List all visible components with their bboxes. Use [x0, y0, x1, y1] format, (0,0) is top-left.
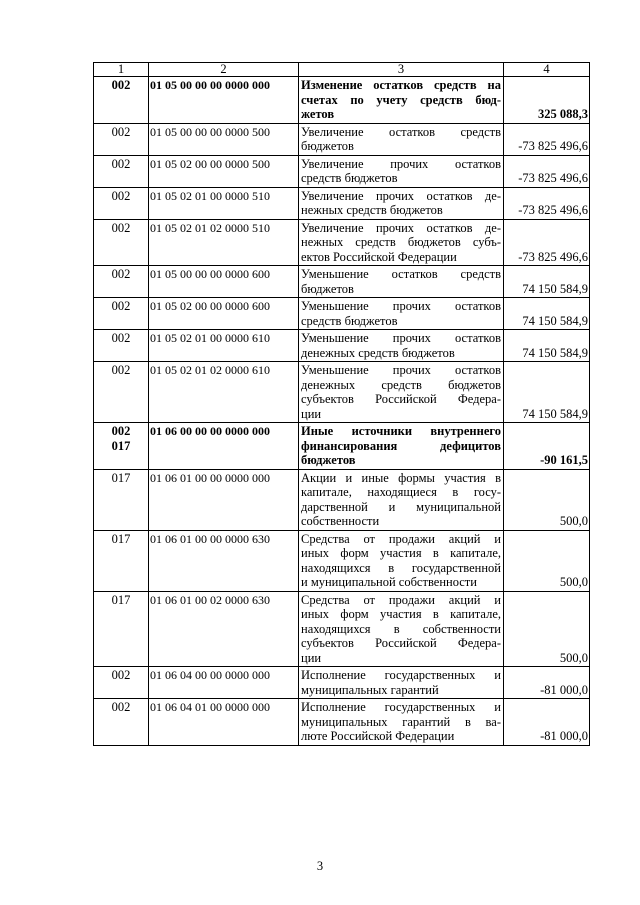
source-description	[299, 155, 504, 187]
budget-classification-code: 01 05 02 00 00 0000 600	[149, 298, 299, 330]
admin-code: 002	[111, 220, 131, 235]
table-row	[94, 699, 590, 746]
description-line: капитале, находящиеся в госу-	[301, 485, 501, 499]
description-line: находящихся в государственной	[301, 560, 501, 575]
description-line: иных форм участия в капитале,	[301, 546, 501, 560]
admin-code-cell	[94, 591, 149, 667]
column-header: 3	[299, 63, 504, 77]
table-row	[94, 469, 590, 530]
budget-classification-code: 01 05 02 01 00 0000 610	[149, 330, 299, 362]
description-line: Увеличение прочих остатков де-	[301, 188, 501, 203]
admin-code: 002	[111, 267, 131, 281]
description-line: финансирования дефицитов	[301, 438, 501, 453]
amount-cell: 325 088,3	[504, 77, 590, 124]
source-description	[299, 330, 504, 362]
admin-code: 002	[111, 188, 131, 203]
amount-cell: -81 000,0	[504, 699, 590, 746]
budget-classification-code: 01 05 00 00 00 0000 500	[149, 123, 299, 155]
table-row	[94, 591, 590, 667]
admin-code: 017	[111, 438, 131, 453]
budget-classification-code: 01 05 02 00 00 0000 500	[149, 155, 299, 187]
source-description	[299, 667, 504, 699]
description-line: Увеличение прочих остатков де-	[301, 220, 501, 235]
budget-classification-code: 01 05 00 00 00 0000 600	[149, 266, 299, 298]
description-line: муниципальных гарантий в ва-	[301, 714, 501, 729]
table-row	[94, 362, 590, 423]
description-line: собственности	[301, 514, 380, 528]
admin-code-cell	[94, 667, 149, 699]
admin-code: 017	[111, 531, 131, 546]
admin-code: 002	[111, 424, 131, 438]
admin-code-cell	[94, 530, 149, 591]
description-line: ции	[301, 650, 322, 665]
description-line: иных форм участия в капитале,	[301, 607, 501, 621]
admin-code: 002	[111, 78, 131, 92]
amount-cell: 74 150 584,9	[504, 330, 590, 362]
admin-code: 002	[111, 124, 131, 139]
source-description	[299, 266, 504, 298]
budget-classification-code: 01 05 00 00 00 0000 000	[149, 77, 299, 124]
column-header: 4	[504, 63, 590, 77]
budget-classification-code: 01 06 01 00 02 0000 630	[149, 591, 299, 667]
description-line: Увеличение остатков средств	[301, 124, 501, 139]
budget-classification-code: 01 06 01 00 00 0000 630	[149, 530, 299, 591]
description-line: Иные источники внутреннего	[301, 424, 501, 438]
budget-classification-code: 01 06 04 01 00 0000 000	[149, 699, 299, 746]
source-description	[299, 219, 504, 266]
budget-sources-table	[93, 62, 590, 746]
source-description	[299, 423, 504, 470]
admin-code-cell	[94, 266, 149, 298]
table-row	[94, 330, 590, 362]
description-line: средств бюджетов	[301, 171, 398, 185]
description-line: и муниципальной собственности	[301, 575, 477, 589]
description-line: бюджетов	[301, 139, 354, 153]
admin-code-cell	[94, 77, 149, 124]
amount-cell: 500,0	[504, 591, 590, 667]
amount-cell: -81 000,0	[504, 667, 590, 699]
table-row	[94, 667, 590, 699]
amount-cell: 500,0	[504, 530, 590, 591]
admin-code: 017	[111, 470, 131, 485]
admin-code: 002	[111, 299, 131, 313]
amount-cell: 74 150 584,9	[504, 362, 590, 423]
admin-code-cell	[94, 123, 149, 155]
description-line: Увеличение прочих остатков	[301, 156, 501, 171]
description-line: Уменьшение прочих остатков	[301, 331, 501, 345]
admin-code: 017	[111, 592, 131, 607]
amount-cell: 74 150 584,9	[504, 298, 590, 330]
description-line: дарственной и муниципальной	[301, 499, 501, 514]
description-line: субъектов Российской Федера-	[301, 636, 501, 650]
admin-code-cell	[94, 187, 149, 219]
budget-classification-code: 01 06 01 00 00 0000 000	[149, 469, 299, 530]
description-line: Средства от продажи акций и	[301, 592, 501, 607]
admin-code-cell	[94, 423, 149, 470]
description-line: Уменьшение прочих остатков	[301, 363, 501, 377]
source-description	[299, 530, 504, 591]
amount-cell: 74 150 584,9	[504, 266, 590, 298]
source-description	[299, 362, 504, 423]
header-row	[94, 63, 590, 77]
description-line: Изменение остатков средств на	[301, 78, 501, 92]
description-line: Уменьшение остатков средств	[301, 267, 501, 281]
admin-code-cell	[94, 469, 149, 530]
page-number: 3	[316, 859, 324, 873]
amount-cell: -90 161,5	[504, 423, 590, 470]
source-description	[299, 298, 504, 330]
description-line: Исполнение государственных и	[301, 668, 501, 682]
amount-cell: 500,0	[504, 469, 590, 530]
description-line: Уменьшение прочих остатков	[301, 299, 501, 313]
table-row	[94, 298, 590, 330]
table-row	[94, 266, 590, 298]
amount-cell: -73 825 496,6	[504, 123, 590, 155]
description-line: люте Российской Федерации	[301, 729, 455, 743]
admin-code: 002	[111, 156, 131, 171]
source-description	[299, 699, 504, 746]
admin-code: 002	[111, 700, 131, 714]
source-description	[299, 187, 504, 219]
description-line: денежных средств бюджетов	[301, 377, 501, 392]
description-line: Средства от продажи акций и	[301, 531, 501, 546]
description-line: муниципальных гарантий	[301, 682, 439, 697]
description-line: находящихся в собственности	[301, 621, 501, 636]
table-row	[94, 219, 590, 266]
source-description	[299, 591, 504, 667]
admin-code-cell	[94, 330, 149, 362]
table-row	[94, 187, 590, 219]
description-line: нежных средств бюджетов	[301, 203, 443, 217]
description-line: бюджетов	[301, 281, 354, 296]
description-line: средств бюджетов	[301, 313, 398, 328]
budget-classification-code: 01 05 02 01 02 0000 610	[149, 362, 299, 423]
admin-code-cell	[94, 699, 149, 746]
admin-code-cell	[94, 362, 149, 423]
table-row	[94, 423, 590, 470]
budget-classification-code: 01 05 02 01 02 0000 510	[149, 219, 299, 266]
table-row	[94, 155, 590, 187]
admin-code-cell	[94, 298, 149, 330]
description-line: ектов Российской Федерации	[301, 249, 457, 264]
source-description	[299, 469, 504, 530]
description-line: Акции и иные формы участия в	[301, 470, 501, 485]
budget-classification-code: 01 05 02 01 00 0000 510	[149, 187, 299, 219]
table-row	[94, 530, 590, 591]
description-line: субъектов Российской Федера-	[301, 392, 501, 406]
description-line: бюджетов	[301, 453, 356, 467]
column-header: 1	[94, 63, 149, 77]
amount-cell: -73 825 496,6	[504, 155, 590, 187]
admin-code: 002	[111, 331, 131, 345]
source-description	[299, 77, 504, 124]
description-line: нежных средств бюджетов субъ-	[301, 235, 501, 249]
amount-cell: -73 825 496,6	[504, 219, 590, 266]
table-row	[94, 77, 590, 124]
admin-code: 002	[111, 668, 131, 682]
description-line: Исполнение государственных и	[301, 700, 501, 714]
admin-code-cell	[94, 219, 149, 266]
budget-classification-code: 01 06 04 00 00 0000 000	[149, 667, 299, 699]
description-line: жетов	[301, 107, 335, 121]
description-line: счетах по учету средств бюд-	[301, 92, 501, 107]
amount-cell: -73 825 496,6	[504, 187, 590, 219]
source-description	[299, 123, 504, 155]
column-header: 2	[149, 63, 299, 77]
description-line: денежных средств бюджетов	[301, 345, 455, 360]
budget-classification-code: 01 06 00 00 00 0000 000	[149, 423, 299, 470]
table-row	[94, 123, 590, 155]
admin-code: 002	[111, 363, 131, 377]
admin-code-cell	[94, 155, 149, 187]
description-line: ции	[301, 406, 322, 421]
